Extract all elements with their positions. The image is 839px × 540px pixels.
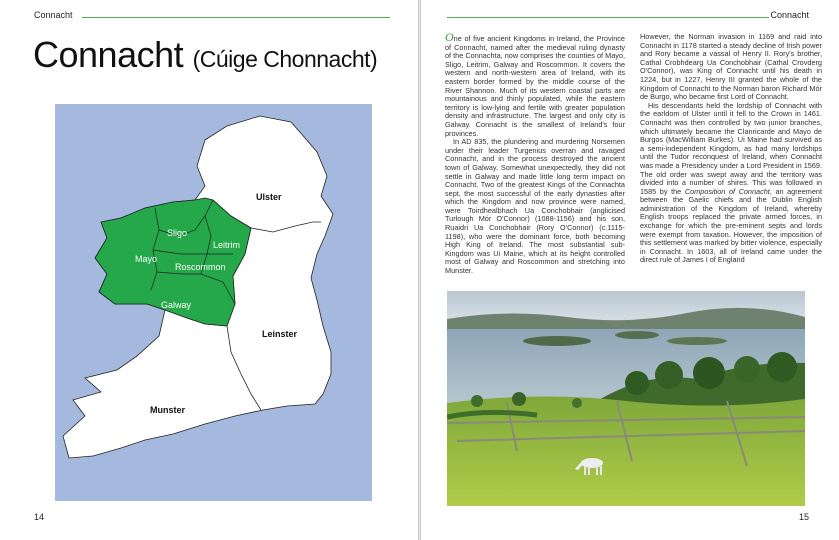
label-leitrim: Leitrim	[213, 240, 241, 250]
label-sligo: Sligo	[167, 228, 188, 238]
header-rule-left	[82, 17, 390, 18]
photo-graphic	[447, 291, 805, 506]
label-roscommon: Roscommon	[175, 262, 226, 272]
text-column-2	[640, 33, 822, 265]
page-title	[33, 34, 377, 76]
map-graphic	[55, 104, 372, 501]
paragraph: However, the Norman invasion in 1169 and raid into Connacht in 1178 started a steady decline of Irish power and Rory became a vassal of Henry II. Rory's brother, Cathal Crobhdearg Ua Conchobhair (Cathal Crovderg O'Connor), was King of Connacht until his death in 1224, but in 1227, Henry III granted the whole of the Kingdom of Connacht to the Norman baron Richard Mór de Burgo, who became first Lord of Connacht.	[640, 32, 822, 102]
page-number-left: 14	[34, 512, 45, 522]
left-page	[0, 0, 418, 540]
drop-cap: O	[445, 30, 454, 44]
header-rule-right	[447, 17, 769, 18]
paragraph-text: His descendants held the lordship of Connacht with the earldom of Ulster until it fell to the Crown in 1461. Connacht was then controlled by two junior branches, which ultimately became the Clanricarde and Mayo de Burgos (MacWilliam Burkes). Ui Maine had survived as a semi-independent Kingdom, as had many lordships until the Tudor reconquest of Ireland, when Connacht was made a Presidency under a Lord President in 1569. The old order was swept away and the territory was divided into a number of shires. This was followed in 1585 by the	[640, 100, 822, 196]
label-munster: Munster	[150, 405, 186, 415]
page-number-right: 15	[798, 512, 809, 522]
paragraph: In AD 835, the plundering and murdering Norsemen under their leader Turgenius overran and ravaged Connacht, and in the process destroyed the ancient town of Galway. Somewhat unexpectedly, they did not settle in Galway and made little long term impact on Connacht. Two of the greatest Kings of the Connachta sept, the most successful of the early dynasties after which the Kingdom and now province were named, were Toirdhealbhach Ua Conchobhair (anglicised Turlough Mór O'Connor) (1088-1156) and his son, Ruaidri Ua Conchobhair (Rory O'Connor) (c.1115-1198), who were the dominant force, both becoming High King of Ireland. The most substantial sub-Kingdom was Ui Maine, which at its height controlled most of Galway and Roscommon and stretching into Munster.	[445, 137, 625, 276]
ireland-map	[55, 104, 372, 501]
paragraph	[640, 102, 822, 265]
right-page	[421, 0, 839, 540]
text-column-1	[445, 30, 625, 276]
paragraph-text: ne of five ancient Kingdoms in Ireland, the Province of Connacht, named after the medieval ruling dynasty of the Connachta, now comprises the counties of Mayo, Sligo, Leitrim, Galway and Roscommon. It covers the western and north-western area of Ireland, with its eastern border formed by the middle course of the River Shannon. Much of its western coastal parts are mountainous and thinly populated, while the eastern territory is low-lying and fertile with greater population density and infrastructure. The largest and only city is Galway. Connacht is the smallest of Ireland's four provinces.	[445, 34, 625, 138]
running-head-right: Connacht	[770, 10, 809, 20]
paragraph	[445, 30, 625, 138]
running-head-left: Connacht	[34, 10, 73, 20]
landscape-photo	[447, 291, 805, 506]
label-ulster: Ulster	[256, 192, 282, 202]
italic-term: Composition of Connacht	[684, 186, 770, 196]
title-main: Connacht	[33, 34, 184, 75]
label-galway: Galway	[161, 300, 192, 310]
paragraph-text: , an agreement between the Gaelic chiefs and the Dublin English administration of the Kingdom of Ireland, whereby English troops replaced the private armed forces, in exchange for which the pre-eminent septs and lords were exempt from taxation. However, the imposition of this settlement was marked by bitter violence, especially in Connacht. In 1603, all of Ireland came under the direct rule of James I of England	[640, 186, 823, 265]
label-mayo: Mayo	[135, 254, 158, 264]
label-leinster: Leinster	[262, 329, 298, 339]
title-subtitle: (Cúige Chonnacht)	[192, 46, 378, 72]
